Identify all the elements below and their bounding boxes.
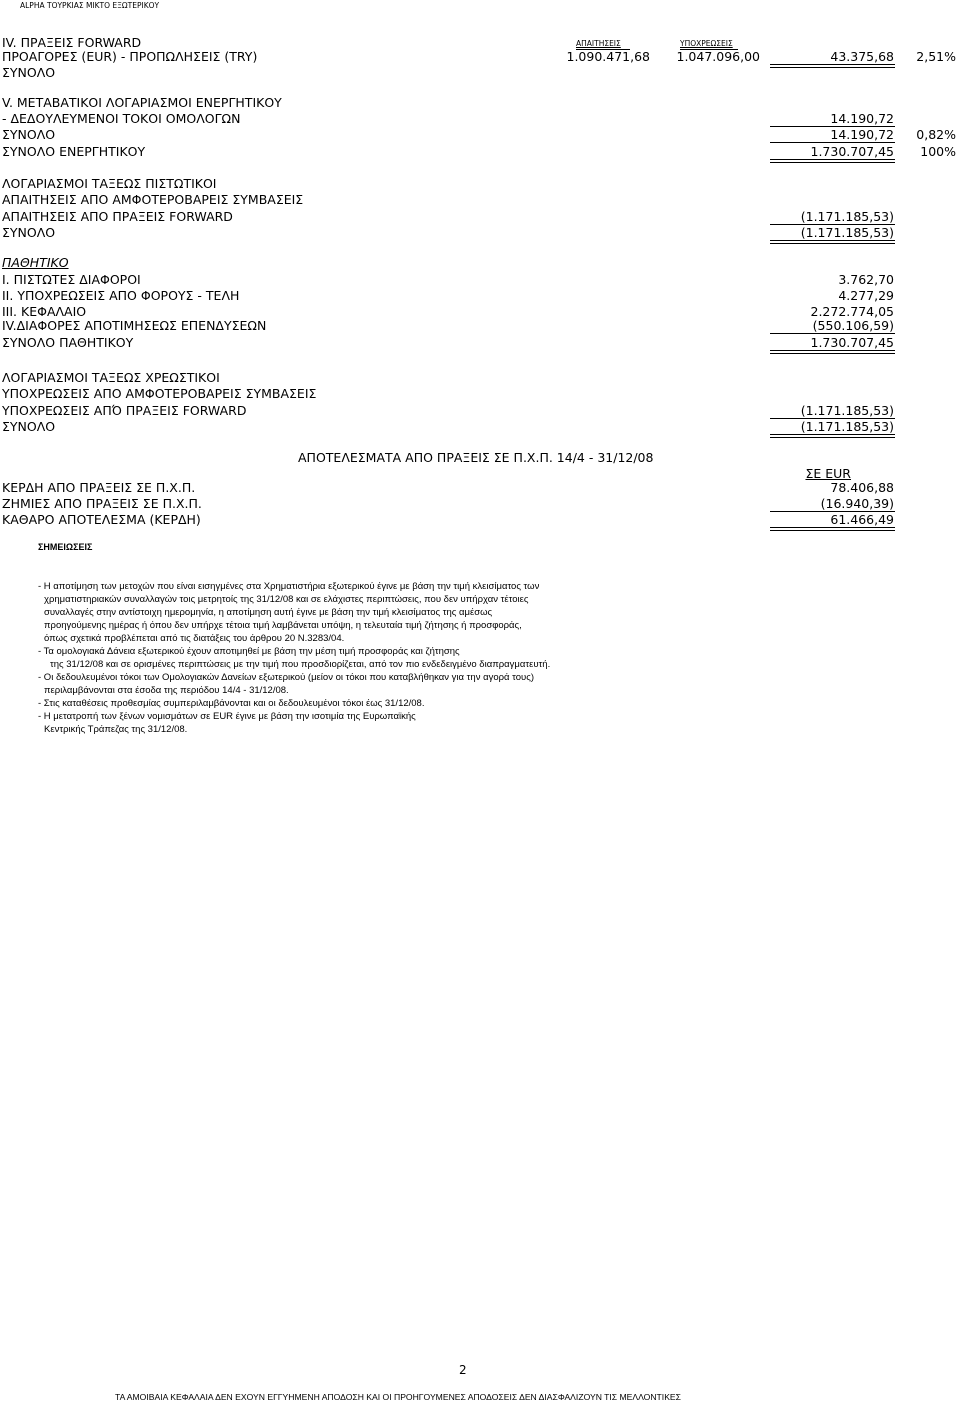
- credit-orders-total-double-rule: [770, 434, 895, 438]
- transitory-item-label: - ΔΕΔΟΥΛΕΥΜΕΝΟΙ ΤΟΚΟΙ ΟΜΟΛΟΓΩΝ: [2, 111, 241, 126]
- transitory-item-value: 14.190,72: [830, 111, 894, 126]
- forward-net-value: 43.375,68: [830, 49, 894, 64]
- forward-heading: IV. ΠΡΑΞΕΙΣ FORWARD: [2, 35, 142, 50]
- results-gains-value: 78.406,88: [830, 480, 894, 495]
- transitory-total-value: 14.190,72: [830, 127, 894, 142]
- note-line: προηγούμενης ημέρας ή όπου δεν υπήρχε τέτοια τιμή λαμβάνεται υπόψη, η τελευταία τιμή ζήτησης ή προσφοράς,: [44, 620, 522, 631]
- liabilities-row-label: ΙΙΙ. ΚΕΦΑΛΑΙΟ: [2, 304, 87, 319]
- results-heading: ΑΠΟΤΕΛΕΣΜΑΤΑ ΑΠΟ ΠΡΑΞΕΙΣ ΣΕ Π.Χ.Π. 14/4 - 31/12/08: [298, 450, 654, 465]
- note-line: - Η αποτίμηση των μετοχών που είναι εισηγμένες στα Χρηματιστήρια εξωτερικού έγινε με βάση την τιμή κλεισίματος των: [38, 581, 540, 592]
- transitory-heading: V. ΜΕΤΑΒΑΤΙΚΟΙ ΛΟΓΑΡΙΑΣΜΟΙ ΕΝΕΡΓΗΤΙΚΟΥ: [2, 95, 282, 110]
- forward-total-label: ΣΥΝΟΛΟ: [2, 65, 56, 80]
- note-line: - Η μετατροπή των ξένων νομισμάτων σε EUR έγινε με βάση την ισοτιμία της Ευρωπαϊκής: [38, 711, 416, 722]
- debit-orders-total-value: (1.171.185,53): [800, 225, 894, 240]
- liabilities-total-value: 1.730.707,45: [810, 335, 894, 350]
- note-line: χρηματιστηριακών συναλλαγών τοις μετρητοίς της 31/12/08 και σε ελάχιστες περιπτώσεις, που δεν υπήρχαν τέτοιες: [44, 594, 529, 605]
- results-losses-value: (16.940,39): [820, 496, 894, 511]
- debit-orders-item-label: ΑΠΑΙΤΗΣΕΙΣ ΑΠΟ ΠΡΑΞΕΙΣ FORWARD: [2, 209, 233, 224]
- forward-liabilities-value: 1.047.096,00: [676, 49, 760, 64]
- credit-orders-item-value: (1.171.185,53): [800, 403, 894, 418]
- note-line: της 31/12/08 και σε ορισμένες περιπτώσεις με την τιμή που προσδιορίζεται, από τον πιο ενδεδειγμένο διαπραγματευτή.: [50, 659, 551, 670]
- footer-disclaimer: ΤΑ ΑΜΟΙΒΑΙΑ ΚΕΦΑΛΑΙΑ ΔΕΝ ΕΧΟΥΝ ΕΓΓΥΗΜΕΝΗ ΑΠΟΔΟΣΗ ΚΑΙ ΟΙ ΠΡΟΗΓΟΥΜΕΝΕΣ ΑΠΟΔΟΣΕΙΣ ΔΕΝ ΔΙΑΣΦΑΛΙΖΟΥΝ ΤΙΣ ΜΕΛΛΟΝΤΙΚΕΣ: [115, 1392, 681, 1402]
- results-net-double-rule: [770, 527, 895, 531]
- assets-total-label: ΣΥΝΟΛΟ ΕΝΕΡΓΗΤΙΚΟΥ: [2, 144, 146, 159]
- credit-orders-heading: ΛΟΓΑΡΙΑΣΜΟΙ ΤΑΞΕΩΣ ΧΡΕΩΣΤΙΚΟΙ: [2, 370, 220, 385]
- liabilities-row-label: ΙΙ. ΥΠΟΧΡΕΩΣΕΙΣ ΑΠΟ ΦΟΡΟΥΣ - ΤΕΛΗ: [2, 288, 240, 303]
- note-line: - Τα ομολογιακά Δάνεια εξωτερικού έχουν αποτιμηθεί με βάση την μέση τιμή προσφοράς και ζήτησης: [38, 646, 460, 657]
- liabilities-heading: ΠΑΘΗΤΙΚΟ: [2, 255, 69, 270]
- assets-total-percentage: 100%: [920, 144, 956, 159]
- debit-orders-total-double-rule: [770, 240, 895, 244]
- forward-percentage: 2,51%: [916, 49, 956, 64]
- results-net-value: 61.466,49: [830, 512, 894, 527]
- column-header-liabilities: ΥΠΟΧΡΕΩΣΕΙΣ: [680, 39, 733, 48]
- debit-orders-heading: ΛΟΓΑΡΙΑΣΜΟΙ ΤΑΞΕΩΣ ΠΙΣΤΩΤΙΚΟΙ: [2, 176, 217, 191]
- credit-orders-total-label: ΣΥΝΟΛΟ: [2, 419, 56, 434]
- notes-heading: ΣΗΜΕΙΩΣΕΙΣ: [38, 542, 93, 552]
- note-line: περιλαμβάνονται στα έσοδα της περιόδου 14/4 - 31/12/08.: [44, 685, 289, 696]
- liabilities-row-label: IV.ΔΙΑΦΟΡΕΣ ΑΠΟΤΙΜΗΣΕΩΣ ΕΠΕΝΔΥΣΕΩΝ: [2, 318, 267, 333]
- liabilities-total-label: ΣΥΝΟΛΟ ΠΑΘΗΤΙΚΟΥ: [2, 335, 134, 350]
- credit-orders-item-label: ΥΠΟΧΡΕΩΣΕΙΣ ΑΠΌ ΠΡΑΞΕΙΣ FORWARD: [2, 403, 247, 418]
- liabilities-row-label: Ι. ΠΙΣΤΩΤΕΣ ΔΙΑΦΟΡΟΙ: [2, 272, 141, 287]
- assets-total-double-rule: [770, 159, 895, 163]
- document-header-title: ALPHA ΤΟΥΡΚΙΑΣ ΜΙΚΤΟ ΕΞΩΤΕΡΙΚΟΥ: [20, 1, 160, 10]
- liabilities-row-value: 2.272.774,05: [810, 304, 894, 319]
- note-line: Κεντρικής Τράπεζας της 31/12/08.: [44, 724, 188, 735]
- credit-orders-subheading: ΥΠΟΧΡΕΩΣΕΙΣ ΑΠΟ ΑΜΦΟΤΕΡΟΒΑΡΕΙΣ ΣΥΜΒΑΣΕΙΣ: [2, 386, 317, 401]
- page-number: 2: [459, 1363, 467, 1377]
- results-losses-label: ΖΗΜΙΕΣ ΑΠΟ ΠΡΑΞΕΙΣ ΣΕ Π.Χ.Π.: [2, 496, 202, 511]
- debit-orders-subheading: ΑΠΑΙΤΗΣΕΙΣ ΑΠΟ ΑΜΦΟΤΕΡΟΒΑΡΕΙΣ ΣΥΜΒΑΣΕΙΣ: [2, 192, 304, 207]
- liabilities-row-value: 4.277,29: [838, 288, 894, 303]
- results-currency-label: ΣΕ EUR: [805, 466, 851, 481]
- results-gains-label: ΚΕΡΔΗ ΑΠΟ ΠΡΑΞΕΙΣ ΣΕ Π.Χ.Π.: [2, 480, 196, 495]
- note-line: - Στις καταθέσεις προθεσμίας συμπεριλαμβάνονται και οι δεδουλευμένοι τόκοι έως 31/12/08.: [38, 698, 425, 709]
- liabilities-rows-rule: [770, 333, 895, 334]
- note-line: - Οι δεδουλευμένοι τόκοι των Ομολογιακών Δανείων εξωτερικού (μείον οι τόκοι που καταβλήθηκαν για την αγορά τους): [38, 672, 534, 683]
- forward-total-double-rule: [770, 64, 895, 68]
- credit-orders-total-value: (1.171.185,53): [800, 419, 894, 434]
- debit-orders-total-label: ΣΥΝΟΛΟ: [2, 225, 56, 240]
- transitory-total-label: ΣΥΝΟΛΟ: [2, 127, 56, 142]
- forward-row-label: ΠΡΟΑΓΟΡΕΣ (EUR) - ΠΡΟΠΩΛΗΣΕΙΣ (TRY): [2, 49, 258, 64]
- assets-total-value: 1.730.707,45: [810, 144, 894, 159]
- liabilities-row-value: (550.106,59): [812, 318, 894, 333]
- transitory-total-percentage: 0,82%: [916, 127, 956, 142]
- column-header-claims: ΑΠΑΙΤΗΣΕΙΣ: [576, 39, 621, 48]
- liabilities-row-value: 3.762,70: [838, 272, 894, 287]
- liabilities-total-double-rule: [770, 350, 895, 354]
- note-line: συναλλαγές στην αντίστοιχη ημερομηνία, η αποτίμηση αυτή έγινε με βάση την τιμή κλεισίματος της αμέσως: [44, 607, 493, 618]
- transitory-total-rule: [770, 142, 895, 143]
- forward-claims-value: 1.090.471,68: [566, 49, 650, 64]
- debit-orders-item-value: (1.171.185,53): [800, 209, 894, 224]
- note-line: όπως σχετικά προβλέπεται από τις διατάξεις του άρθρου 20 Ν.3283/04.: [44, 633, 345, 644]
- results-net-label: ΚΑΘΑΡΟ ΑΠΟΤΕΛΕΣΜΑ (ΚΕΡΔΗ): [2, 512, 201, 527]
